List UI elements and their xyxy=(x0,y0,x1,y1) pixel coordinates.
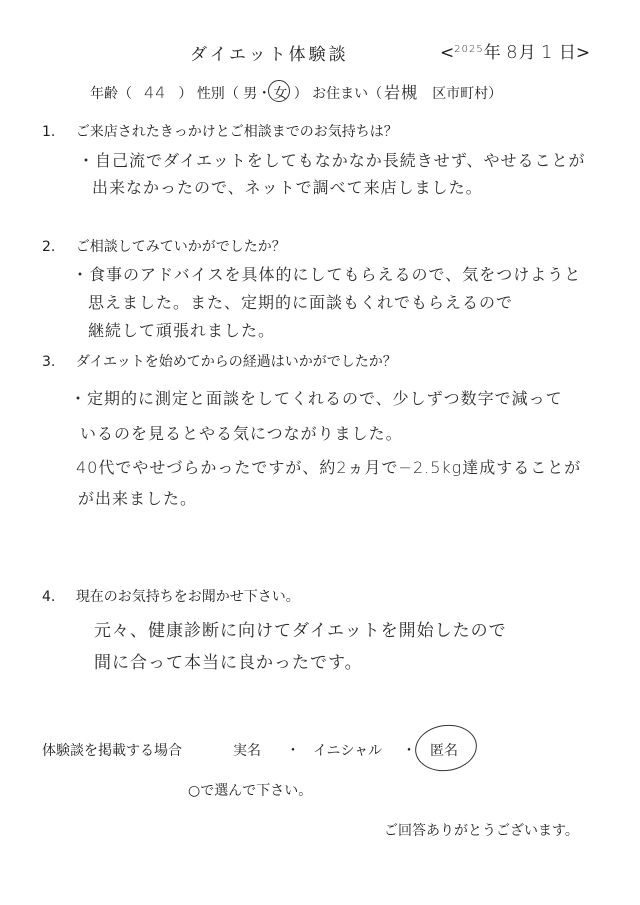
residence-value: 岩槻 xyxy=(384,83,419,102)
question-text: ご相談してみていかがでしたか？ xyxy=(75,239,286,255)
age-open: （ xyxy=(118,86,132,102)
gender-sep: ・ xyxy=(257,86,272,102)
question-text: ダイエットを始めてからの経過はいかがでしたか？ xyxy=(75,354,397,370)
question-number: 1. xyxy=(42,124,56,140)
gender-close: ） xyxy=(293,86,308,102)
date-month: 8 xyxy=(506,42,519,63)
publish-option-real: 実名 xyxy=(233,743,261,759)
age-value: 44 xyxy=(144,83,167,102)
question-text: ご来店されたきっかけとご相談までのお気持ちは？ xyxy=(75,124,398,140)
residence-label: お住まい xyxy=(312,86,369,102)
publish-option-anon: 匿名 xyxy=(430,743,458,759)
publish-label: 体験談を掲載する場合 xyxy=(42,743,182,759)
answer-3-line-3: 40代でやせづらかったですが、約2ヵ月で−2.5kg達成することが xyxy=(76,458,582,477)
question-3 xyxy=(42,351,397,371)
profile-row xyxy=(90,80,502,103)
closing-message: ご回答ありがとうございます。 xyxy=(384,823,579,839)
date-day-unit: 日 xyxy=(558,43,576,63)
publish-option-initial: イニシャル xyxy=(313,743,383,759)
date-year-unit: 年 xyxy=(483,43,501,63)
gender-open: （ xyxy=(224,86,239,102)
question-text: 現在のお気持ちをお聞かせ下さい。 xyxy=(75,589,300,605)
date-field xyxy=(440,38,590,63)
question-1 xyxy=(42,121,398,141)
answer-3-line-4: が出来ました。 xyxy=(78,489,198,508)
answer-2-line-1: ・食事のアドバイスを具体的にしてもらえるので、気をつけようと xyxy=(72,265,582,284)
answer-3-line-2: いるのを見るとやる気につながりました。 xyxy=(80,424,403,443)
question-number: 2. xyxy=(42,239,56,255)
residence-suffix: 区市町村） xyxy=(432,86,503,102)
question-2 xyxy=(42,236,286,256)
age-close: ） xyxy=(178,86,193,102)
question-number: 3. xyxy=(42,354,56,370)
date-month-unit: 月 xyxy=(518,43,536,63)
form-title: ダイエット体験談 xyxy=(190,45,349,65)
publish-sep-2: ・ xyxy=(402,743,416,759)
question-4 xyxy=(42,586,300,606)
answer-2-line-3: 継続して頑張れました。 xyxy=(88,321,276,340)
answer-1-line-2: 出来なかったので、ネットで調べて来店しました。 xyxy=(92,178,483,197)
date-close-bracket: > xyxy=(575,43,591,63)
answer-4-line-2: 間に合って本当に良かったです。 xyxy=(94,653,363,673)
answer-1-line-1: ・自己流でダイエットをしてもなかなか長続きせず、やせることが xyxy=(78,151,586,170)
age-label: 年齢 xyxy=(90,86,118,102)
answer-4-line-1: 元々、健康診断に向けてダイエットを開始したので xyxy=(94,621,507,641)
gender-male: 男 xyxy=(243,86,258,102)
gender-label: 性別 xyxy=(196,86,225,102)
answer-3-line-1: ・定期的に測定と面談をしてくれるので、少しずつ数字で減って xyxy=(70,389,563,408)
publish-sep-1: ・ xyxy=(286,743,300,759)
gender-female-text: 女 xyxy=(273,86,288,102)
gender-female xyxy=(271,83,289,103)
publish-instruction: ○で選んで下さい。 xyxy=(188,783,313,799)
date-day: 1 xyxy=(540,42,554,63)
anon-selected-circle xyxy=(412,721,480,775)
residence-open: （ xyxy=(368,86,383,102)
date-open-bracket: < xyxy=(440,43,455,63)
question-number: 4. xyxy=(42,589,56,605)
date-year: 2025 xyxy=(454,44,484,55)
answer-2-line-2: 思えました。また、定期的に面談もくれでもらえるので xyxy=(88,293,514,312)
